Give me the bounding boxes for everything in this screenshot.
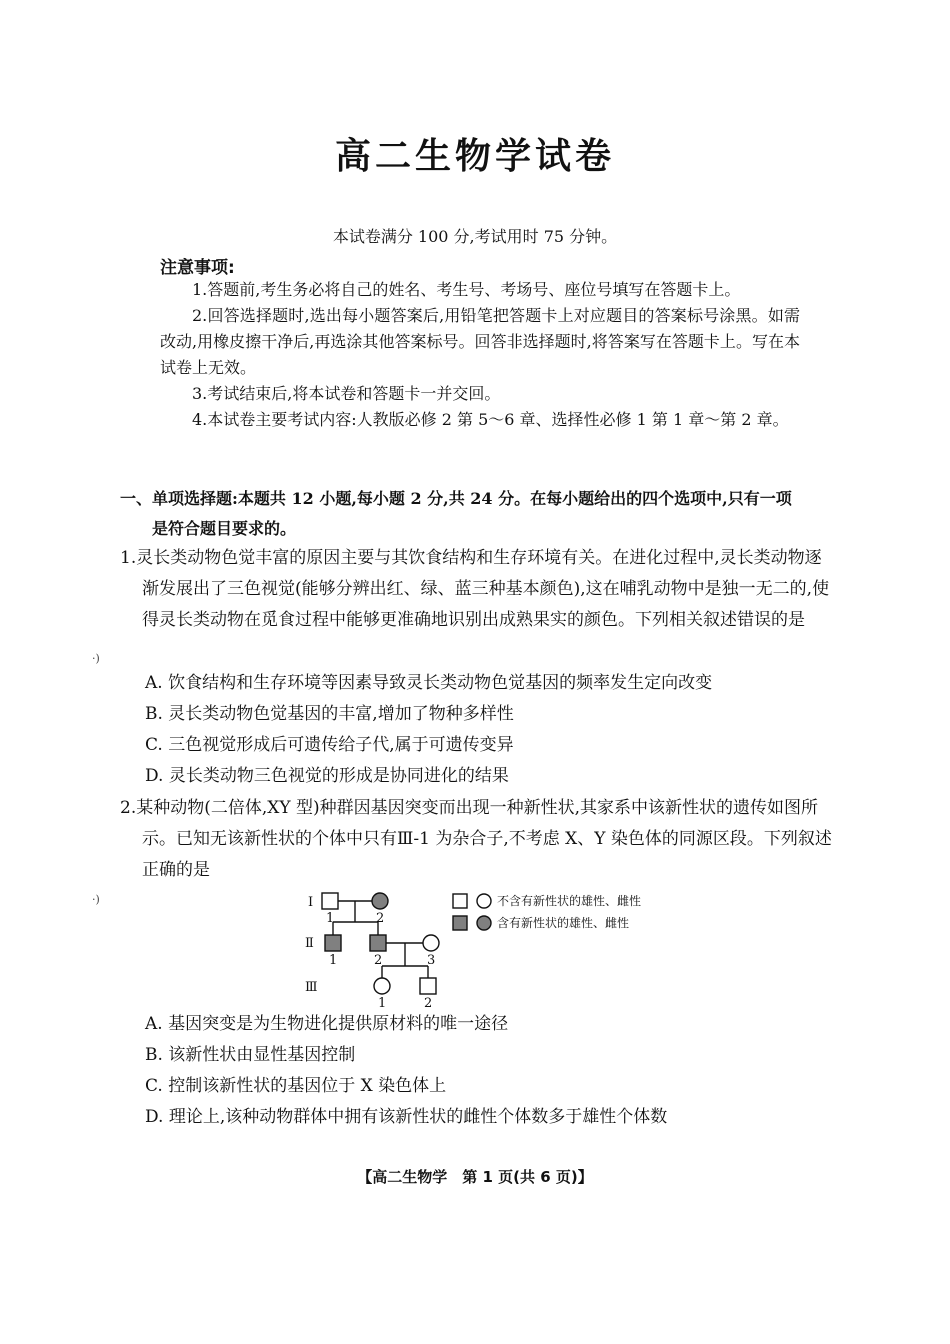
legend-unaffected-male-icon	[453, 894, 467, 908]
legend-affected-text: 含有新性状的雄性、雌性	[497, 916, 630, 930]
notice-list	[160, 277, 800, 433]
gen2-male-2	[370, 935, 386, 951]
q2-option-d: D. 理论上,该种动物群体中拥有该新性状的雌性个体数多于雄性个体数	[145, 1107, 668, 1127]
q1-option-a: A. 饮食结构和生存环境等因素导致灵长类动物色觉基因的频率发生定向改变	[145, 673, 713, 693]
page-footer: 【高二生物学 第 1 页(共 6 页)】	[357, 1168, 593, 1186]
question-2-stem: 2.某种动物(二倍体,XY 型)种群因基因突变而出现一种新性状,其家系中该新性状的遗传如图所示。已知无该新性状的个体中只有Ⅲ-1 为杂合子,不考虑 X、Y 染色体的同源区段。下列叙述正确的是	[120, 798, 832, 880]
gen2-male-1	[325, 935, 341, 951]
notice-item-2: 2.回答选择题时,选出每小题答案后,用铅笔把答题卡上对应题目的答案标号涂黑。如需改动,用橡皮擦干净后,再选涂其他答案标号。回答非选择题时,将答案写在答题卡上。写在本试卷上无效。	[160, 306, 800, 377]
notice-item-3: 3.考试结束后,将本试卷和答题卡一并交回。	[192, 384, 501, 403]
margin-mark-1: ·)	[92, 652, 100, 665]
generation-label-3: Ⅲ	[305, 980, 318, 995]
notice-item-4: 4.本试卷主要考试内容:人教版必修 2 第 5～6 章、选择性必修 1 第 1 章～第 2 章。	[192, 410, 789, 429]
exam-title: 高二生物学试卷	[334, 136, 615, 177]
legend-affected-male-icon	[453, 916, 467, 930]
notice-heading: 注意事项:	[160, 258, 235, 278]
gen2-label-1: 1	[329, 953, 338, 968]
gen3-male-2	[420, 978, 436, 994]
generation-label-1: Ⅰ	[308, 895, 314, 910]
legend-unaffected-text: 不含有新性状的雄性、雌性	[497, 894, 642, 908]
generation-label-2: Ⅱ	[305, 936, 314, 951]
gen1-label-2: 2	[376, 911, 385, 926]
legend-unaffected-female-icon	[477, 894, 491, 908]
gen3-label-2: 2	[424, 996, 433, 1009]
gen2-label-3: 3	[427, 953, 436, 968]
q1-option-b: B. 灵长类动物色觉基因的丰富,增加了物种多样性	[145, 704, 514, 724]
q1-option-c: C. 三色视觉形成后可遗传给子代,属于可遗传变异	[145, 735, 514, 755]
section-1-heading	[120, 484, 835, 544]
question-1	[120, 543, 835, 636]
section-1-heading-line2: 是符合题目要求的。	[152, 519, 297, 538]
gen3-female-1	[374, 978, 390, 994]
section-1-heading-line1: 一、单项选择题:本题共 12 小题,每小题 2 分,共 24 分。在每小题给出的四个选项中,只有一项	[120, 489, 792, 508]
notice-item-1: 1.答题前,考生务必将自己的姓名、考生号、考场号、座位号填写在答题卡上。	[192, 280, 741, 299]
gen3-label-1: 1	[378, 996, 387, 1009]
question-2	[120, 793, 835, 886]
q1-option-d: D. 灵长类动物三色视觉的形成是协同进化的结果	[145, 766, 509, 786]
gen1-female-2	[372, 893, 388, 909]
legend-affected-female-icon	[477, 916, 491, 930]
q2-option-c: C. 控制该新性状的基因位于 X 染色体上	[145, 1076, 447, 1096]
pedigree-chart	[300, 884, 660, 1009]
gen1-label-1: 1	[326, 911, 335, 926]
gen2-female-3	[423, 935, 439, 951]
q2-option-a: A. 基因突变是为生物进化提供原材料的唯一途径	[145, 1014, 509, 1034]
q2-option-b: B. 该新性状由显性基因控制	[145, 1045, 356, 1065]
gen1-male-1	[322, 893, 338, 909]
exam-subtitle: 本试卷满分 100 分,考试用时 75 分钟。	[332, 227, 618, 246]
gen2-label-2: 2	[374, 953, 383, 968]
question-1-stem: 1.灵长类动物色觉丰富的原因主要与其饮食结构和生存环境有关。在进化过程中,灵长类动物逐渐发展出了三色视觉(能够分辨出红、绿、蓝三种基本颜色),这在哺乳动物中是独一无二的,使得灵长类动物在觅食过程中能够更准确地识别出成熟果实的颜色。下列相关叙述错误的是	[120, 548, 830, 630]
margin-mark-2: ·)	[92, 893, 100, 906]
